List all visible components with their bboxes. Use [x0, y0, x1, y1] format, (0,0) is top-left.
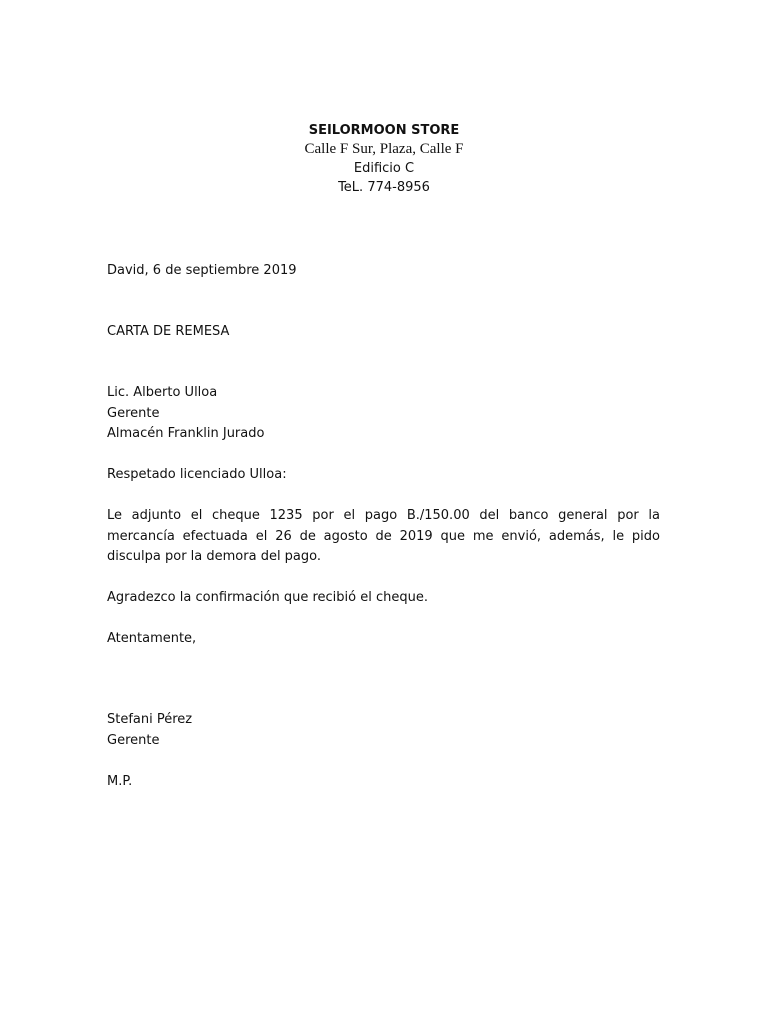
recipient-company: Almacén Franklin Jurado — [107, 426, 265, 441]
body-paragraph-1: Le adjunto el cheque 1235 por el pago B./150.00 del banco general por la mercancía efectuada el 26 de agosto de 2019 que me envió, además, le pido disculpa por la demora del pago. — [107, 508, 660, 564]
letter-type: CARTA DE REMESA — [107, 324, 230, 339]
closing-block — [107, 629, 660, 650]
store-name: SEILORMOON STORE — [308, 123, 460, 138]
sender-name: Stefani Pérez — [107, 712, 193, 727]
address-line-1: Calle F Sur, Plaza, Calle F — [304, 141, 464, 157]
closing: Atentamente, — [107, 631, 197, 646]
body-paragraph-1-block — [107, 506, 660, 568]
letter-type-block — [107, 322, 660, 343]
body-paragraph-2: Agradezco la confirmación que recibió el cheque. — [107, 590, 428, 605]
date-line: David, 6 de septiembre 2019 — [107, 263, 297, 278]
sender-title: Gerente — [107, 732, 160, 748]
recipient-name: Lic. Alberto Ulloa — [107, 385, 218, 400]
phone-number: TeL. 774-8956 — [338, 180, 430, 195]
date-block — [107, 261, 660, 282]
signature-block — [107, 710, 660, 751]
address-line-2: Edificio C — [353, 161, 415, 176]
recipient-title: Gerente — [107, 405, 160, 421]
initials-block — [107, 772, 660, 793]
letterhead — [0, 121, 768, 197]
recipient-block — [107, 383, 660, 445]
body-paragraph-2-block — [107, 588, 660, 609]
salutation: Respetado licenciado Ulloa: — [107, 467, 287, 482]
salutation-block — [107, 465, 660, 486]
initials: M.P. — [107, 774, 133, 789]
